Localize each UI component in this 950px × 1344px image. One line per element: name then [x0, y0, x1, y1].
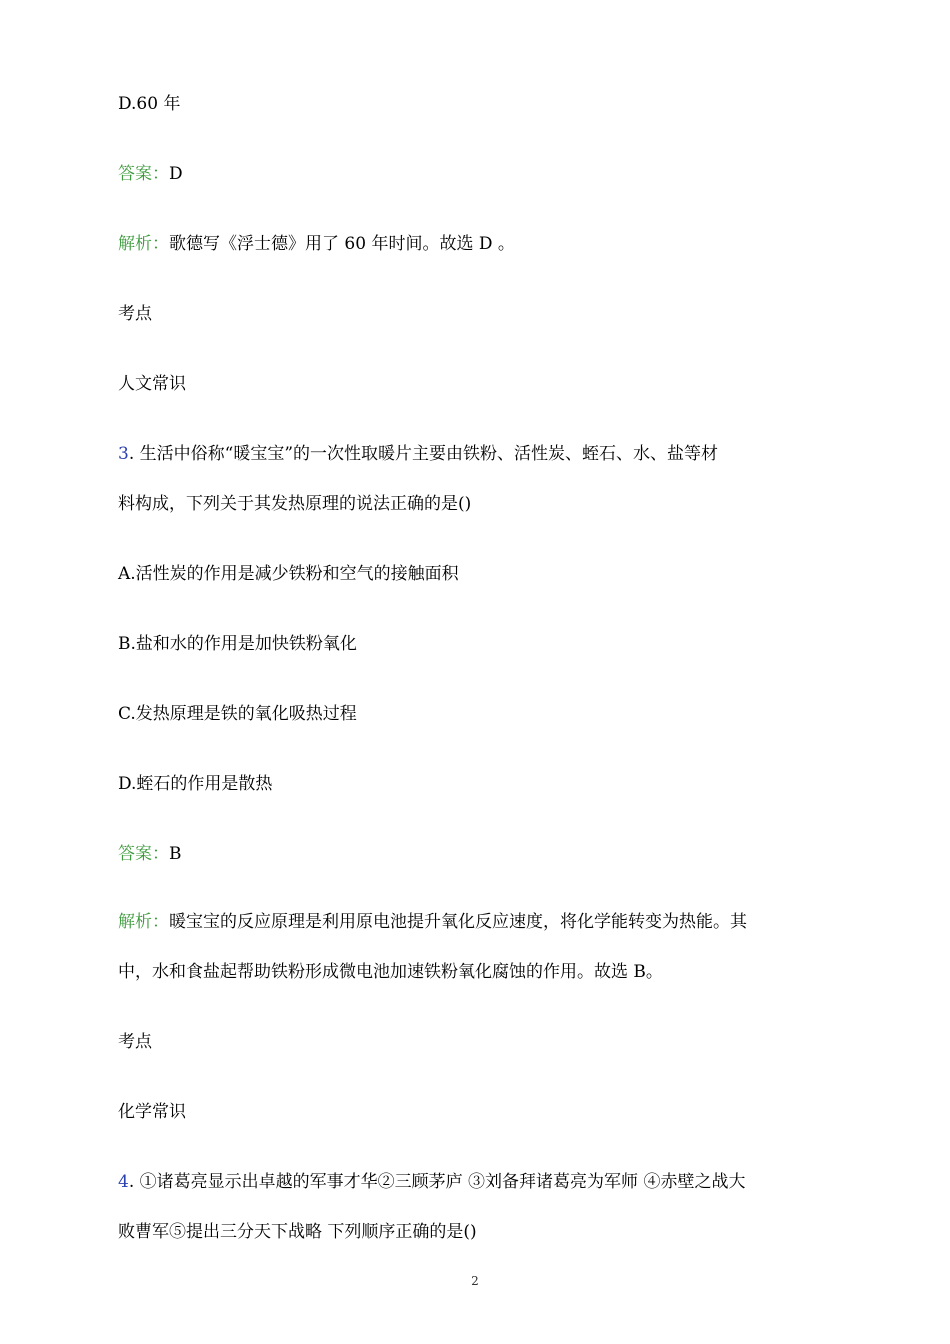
- q3-stem-line2: 料构成，下列关于其发热原理的说法正确的是(): [118, 494, 472, 514]
- q3-analysis-line2: 中，水和食盐起帮助铁粉形成微电池加速铁粉氧化腐蚀的作用。故选 B。: [118, 962, 663, 982]
- answer-value: D: [169, 164, 183, 184]
- q3-option-d: D.蛭石的作用是散热: [118, 774, 273, 794]
- q2-option-d: D.60 年: [118, 94, 181, 114]
- q2-analysis: [118, 232, 838, 256]
- page-number: 2: [471, 1274, 479, 1288]
- analysis-label: 解析：: [118, 234, 169, 254]
- question-number: 3: [118, 444, 129, 464]
- q3-option-c: C.发热原理是铁的氧化吸热过程: [118, 704, 357, 724]
- q2-kaodian-value: 人文常识: [118, 374, 186, 394]
- question-number: 4: [118, 1172, 129, 1192]
- q4-stem-line1: [118, 1170, 838, 1194]
- q3-option-a: A.活性炭的作用是减少铁粉和空气的接触面积: [118, 564, 459, 584]
- analysis-label: 解析：: [118, 912, 169, 932]
- q3-kaodian-label: 考点: [118, 1032, 152, 1052]
- analysis-text: 歌德写《浮士德》用了 60 年时间。故选 D 。: [169, 234, 515, 254]
- answer-label: 答案：: [118, 164, 169, 184]
- q3-analysis-line1: [118, 910, 838, 934]
- q2-answer: [118, 162, 838, 186]
- stem-text: . 生活中俗称“暖宝宝”的一次性取暖片主要由铁粉、活性炭、蛭石、水、盐等材: [128, 444, 719, 464]
- analysis-text: 暖宝宝的反应原理是利用原电池提升氧化反应速度，将化学能转变为热能。其: [169, 912, 747, 932]
- answer-label: 答案：: [118, 844, 169, 864]
- q3-kaodian-value: 化学常识: [118, 1102, 186, 1122]
- q3-stem-line1: [118, 442, 838, 466]
- q3-option-b: B.盐和水的作用是加快铁粉氧化: [118, 634, 357, 654]
- q4-stem-line2: 败曹军⑤提出三分天下战略 下列顺序正确的是(): [118, 1222, 477, 1242]
- answer-value: B: [169, 844, 182, 864]
- q3-answer: [118, 842, 838, 866]
- q2-kaodian-label: 考点: [118, 304, 152, 324]
- stem-text: . ①诸葛亮显示出卓越的军事才华②三顾茅庐 ③刘备拜诸葛亮为军师 ④赤壁之战大: [128, 1172, 746, 1192]
